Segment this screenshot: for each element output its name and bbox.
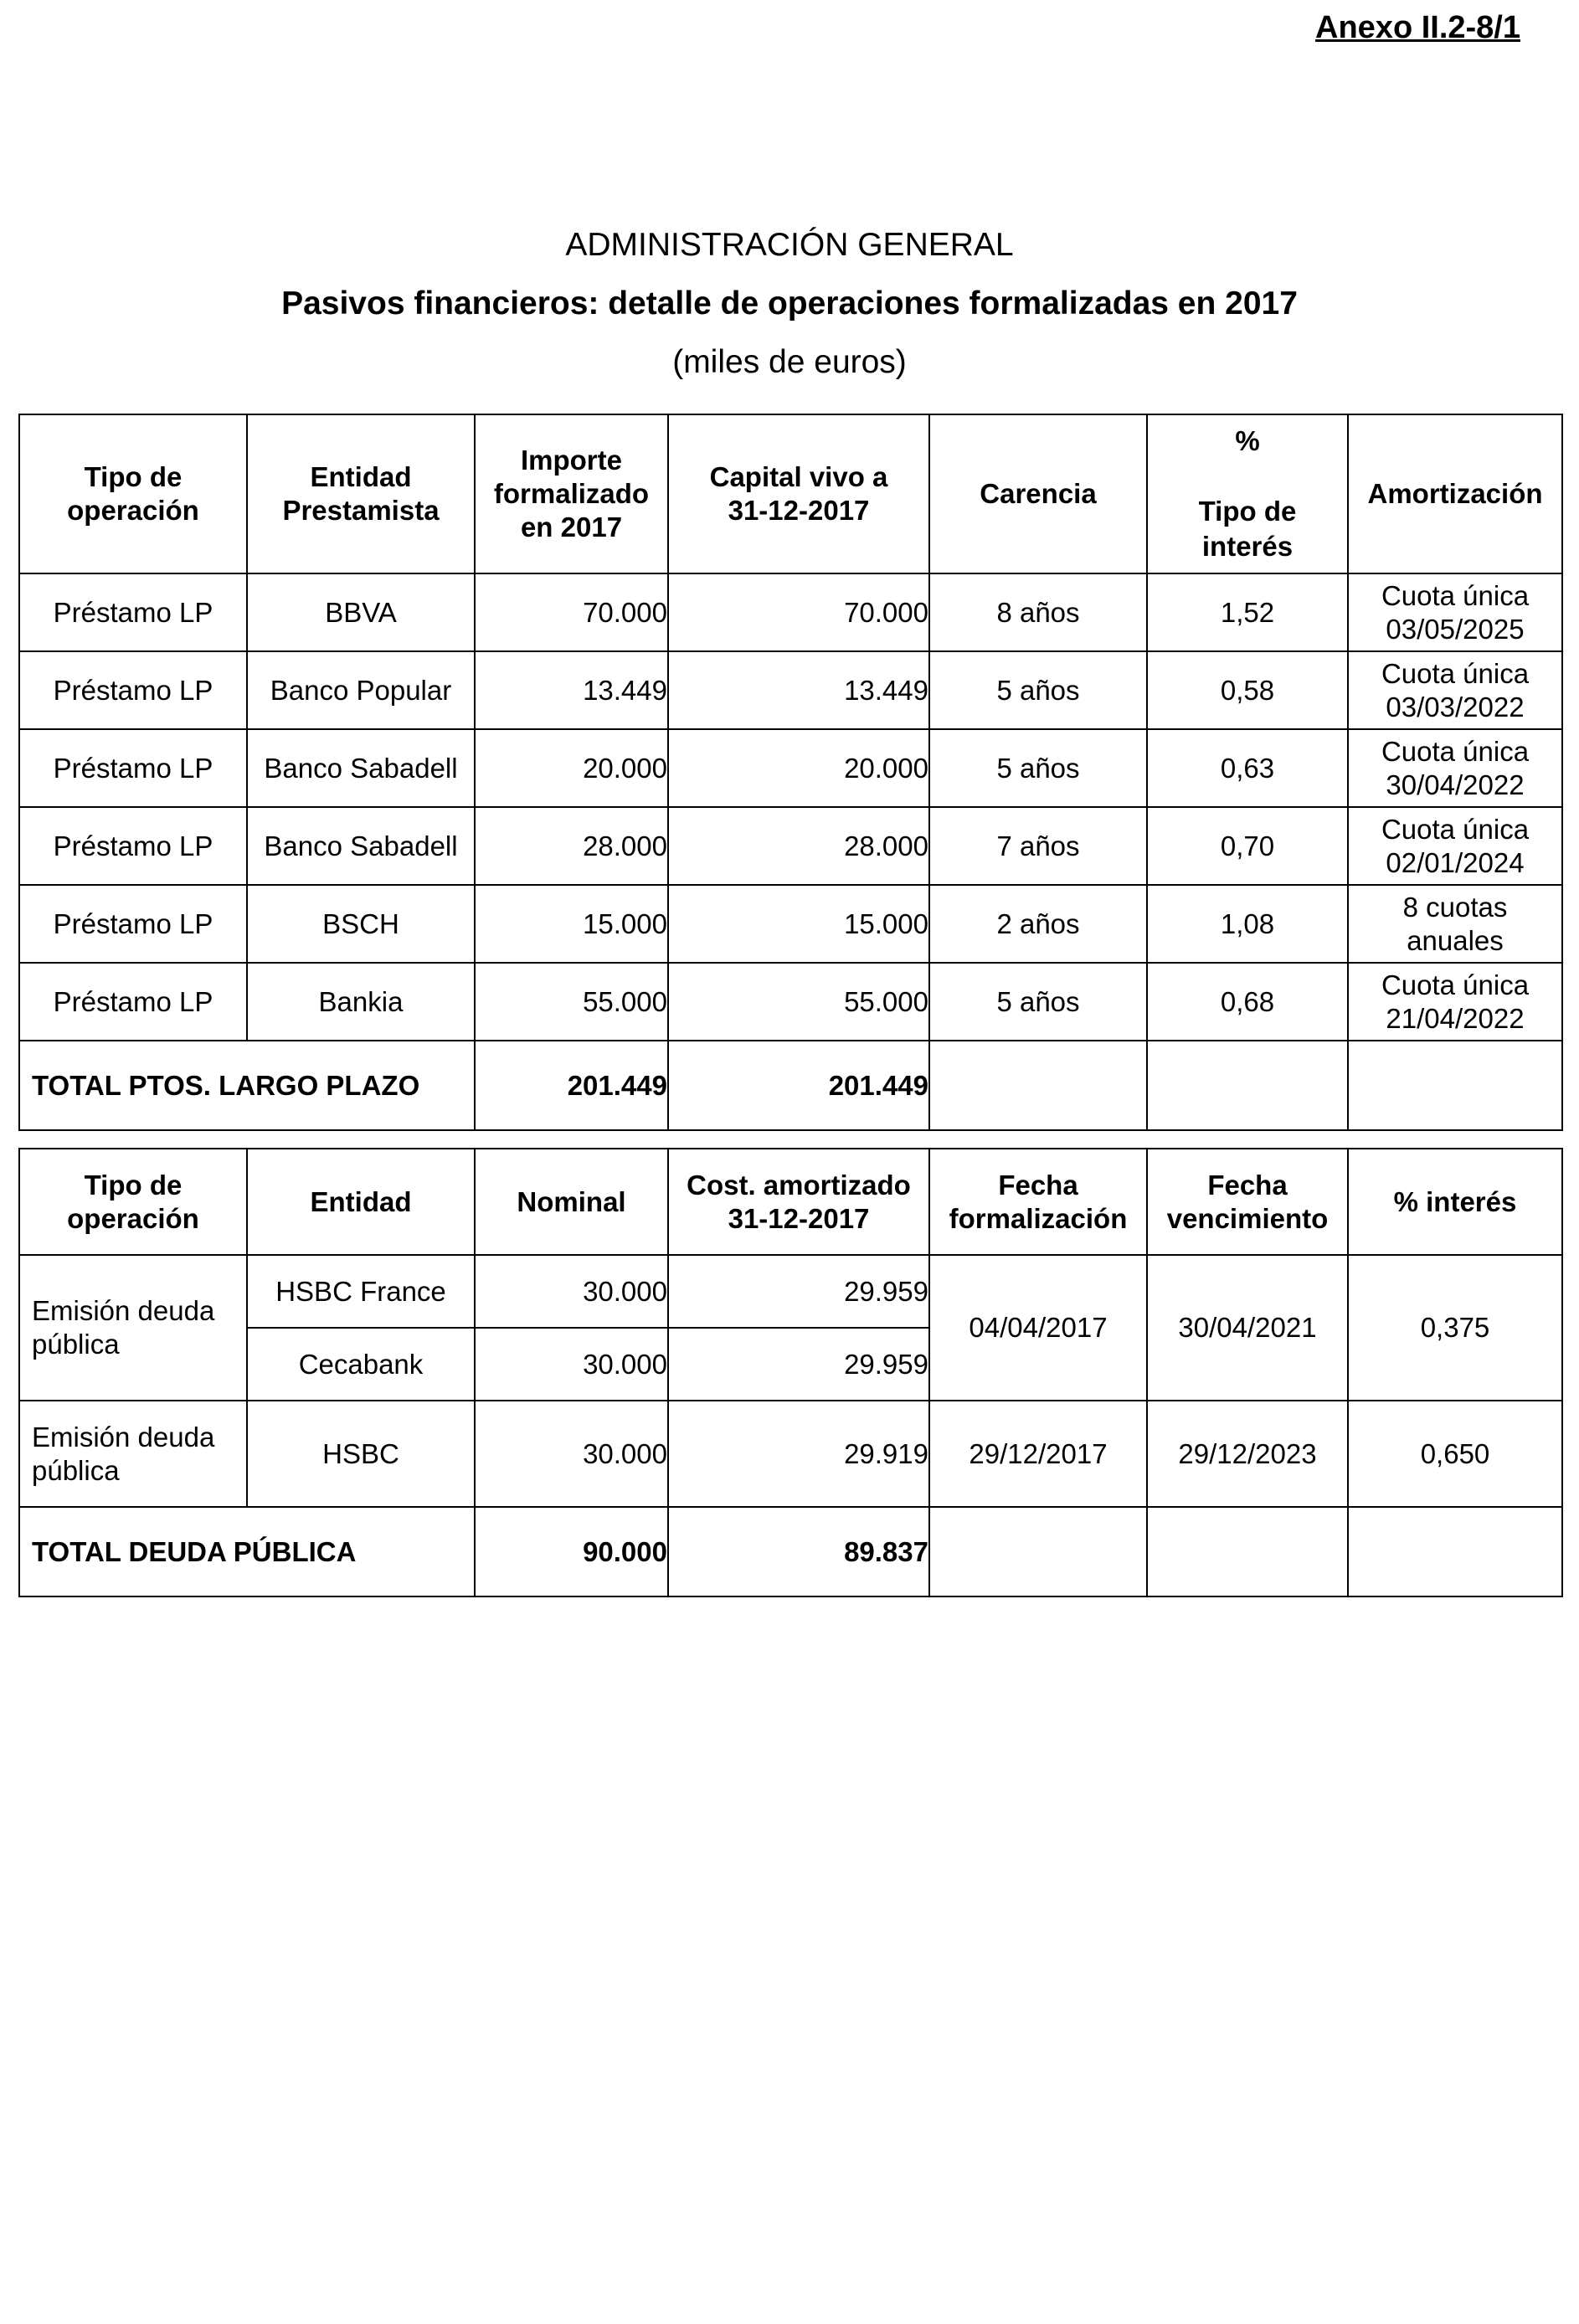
loan-interes: 0,70 [1147, 807, 1348, 885]
header-fecha-formalizacion: Fecha formalización [929, 1149, 1147, 1255]
debt-coste: 29.919 [668, 1401, 929, 1507]
loan-carencia: 2 años [929, 885, 1147, 963]
table-row [19, 963, 1562, 1041]
loan-amortizacion: Cuota única 03/03/2022 [1348, 651, 1562, 729]
loan-tipo: Préstamo LP [19, 651, 247, 729]
debt-coste: 29.959 [668, 1255, 929, 1328]
loan-amortizacion: Cuota única 30/04/2022 [1348, 729, 1562, 807]
empty-cell [1147, 1041, 1348, 1130]
header-interes: % Tipo de interés [1147, 414, 1348, 573]
debt-coste: 29.959 [668, 1328, 929, 1401]
debt-total-row [19, 1507, 1562, 1596]
loan-importe: 28.000 [475, 807, 668, 885]
debt-interes: 0,650 [1348, 1401, 1562, 1507]
header-tipo: Tipo de operación [19, 1149, 247, 1255]
loan-tipo: Préstamo LP [19, 963, 247, 1041]
debt-total-label: TOTAL DEUDA PÚBLICA [19, 1507, 475, 1596]
debt-fecha-vencimiento: 30/04/2021 [1147, 1255, 1348, 1401]
empty-cell [929, 1507, 1147, 1596]
header-fecha-vencimiento: Fecha vencimiento [1147, 1149, 1348, 1255]
loan-carencia: 5 años [929, 963, 1147, 1041]
table-row [19, 651, 1562, 729]
loan-capital: 70.000 [668, 573, 929, 651]
debt-fecha-vencimiento: 29/12/2023 [1147, 1401, 1348, 1507]
loan-importe: 15.000 [475, 885, 668, 963]
debt-entidad: Cecabank [247, 1328, 475, 1401]
document-header [0, 216, 1579, 392]
empty-cell [1147, 1507, 1348, 1596]
header-capital: Capital vivo a 31-12-2017 [668, 414, 929, 573]
debt-table [18, 1148, 1563, 1597]
debt-entidad: HSBC [247, 1401, 475, 1507]
debt-total-nominal: 90.000 [475, 1507, 668, 1596]
loan-interes: 0,58 [1147, 651, 1348, 729]
loan-interes: 1,52 [1147, 573, 1348, 651]
loan-capital: 13.449 [668, 651, 929, 729]
debt-nominal: 30.000 [475, 1328, 668, 1401]
debt-nominal: 30.000 [475, 1255, 668, 1328]
header-entidad: Entidad Prestamista [247, 414, 475, 573]
loans-total-capital: 201.449 [668, 1041, 929, 1130]
empty-cell [929, 1041, 1147, 1130]
loan-tipo: Préstamo LP [19, 729, 247, 807]
loan-capital: 55.000 [668, 963, 929, 1041]
table-row [19, 729, 1562, 807]
loan-interes: 1,08 [1147, 885, 1348, 963]
debt-entidad: HSBC France [247, 1255, 475, 1328]
loan-carencia: 5 años [929, 651, 1147, 729]
loans-total-label: TOTAL PTOS. LARGO PLAZO [19, 1041, 475, 1130]
header-coste: Cost. amortizado 31-12-2017 [668, 1149, 929, 1255]
loan-tipo: Préstamo LP [19, 573, 247, 651]
debt-nominal: 30.000 [475, 1401, 668, 1507]
loans-table [18, 414, 1563, 1131]
table-row [19, 1255, 1562, 1328]
loan-entidad: Banco Popular [247, 651, 475, 729]
page-title: ADMINISTRACIÓN GENERAL [565, 227, 1014, 263]
header-carencia: Carencia [929, 414, 1147, 573]
loan-entidad: Banco Sabadell [247, 807, 475, 885]
header-importe: Importe formalizado en 2017 [475, 414, 668, 573]
loan-entidad: BBVA [247, 573, 475, 651]
units-note: (miles de euros) [672, 344, 907, 380]
debt-tipo: Emisión deuda pública [19, 1401, 247, 1507]
header-tipo: Tipo de operación [19, 414, 247, 573]
loan-carencia: 7 años [929, 807, 1147, 885]
loan-interes: 0,68 [1147, 963, 1348, 1041]
loan-tipo: Préstamo LP [19, 885, 247, 963]
loan-amortizacion: 8 cuotas anuales [1348, 885, 1562, 963]
loan-interes: 0,63 [1147, 729, 1348, 807]
debt-total-coste: 89.837 [668, 1507, 929, 1596]
loan-importe: 70.000 [475, 573, 668, 651]
empty-cell [1348, 1041, 1562, 1130]
page-subtitle: Pasivos financieros: detalle de operaciones formalizadas en 2017 [281, 285, 1298, 321]
loan-amortizacion: Cuota única 03/05/2025 [1348, 573, 1562, 651]
loan-tipo: Préstamo LP [19, 807, 247, 885]
loan-capital: 28.000 [668, 807, 929, 885]
debt-fecha-formalizacion: 29/12/2017 [929, 1401, 1147, 1507]
table-row [19, 807, 1562, 885]
table-row [19, 1401, 1562, 1507]
loan-entidad: Bankia [247, 963, 475, 1041]
loan-carencia: 5 años [929, 729, 1147, 807]
loan-importe: 20.000 [475, 729, 668, 807]
debt-interes: 0,375 [1348, 1255, 1562, 1401]
loans-total-importe: 201.449 [475, 1041, 668, 1130]
table-row [19, 885, 1562, 963]
loan-amortizacion: Cuota única 21/04/2022 [1348, 963, 1562, 1041]
table-row [19, 573, 1562, 651]
loan-entidad: Banco Sabadell [247, 729, 475, 807]
header-interes: % interés [1348, 1149, 1562, 1255]
loan-entidad: BSCH [247, 885, 475, 963]
header-entidad: Entidad [247, 1149, 475, 1255]
empty-cell [1348, 1507, 1562, 1596]
loan-amortizacion: Cuota única 02/01/2024 [1348, 807, 1562, 885]
loan-importe: 13.449 [475, 651, 668, 729]
loan-capital: 20.000 [668, 729, 929, 807]
debt-header-row [19, 1149, 1562, 1255]
loan-importe: 55.000 [475, 963, 668, 1041]
loans-header-row [19, 414, 1562, 573]
loan-capital: 15.000 [668, 885, 929, 963]
loan-carencia: 8 años [929, 573, 1147, 651]
header-nominal: Nominal [475, 1149, 668, 1255]
header-amortizacion: Amortización [1348, 414, 1562, 573]
debt-tipo: Emisión deuda pública [19, 1255, 247, 1401]
annex-reference: Anexo II.2-8/1 [1315, 10, 1520, 45]
loans-total-row [19, 1041, 1562, 1130]
debt-fecha-formalizacion: 04/04/2017 [929, 1255, 1147, 1401]
